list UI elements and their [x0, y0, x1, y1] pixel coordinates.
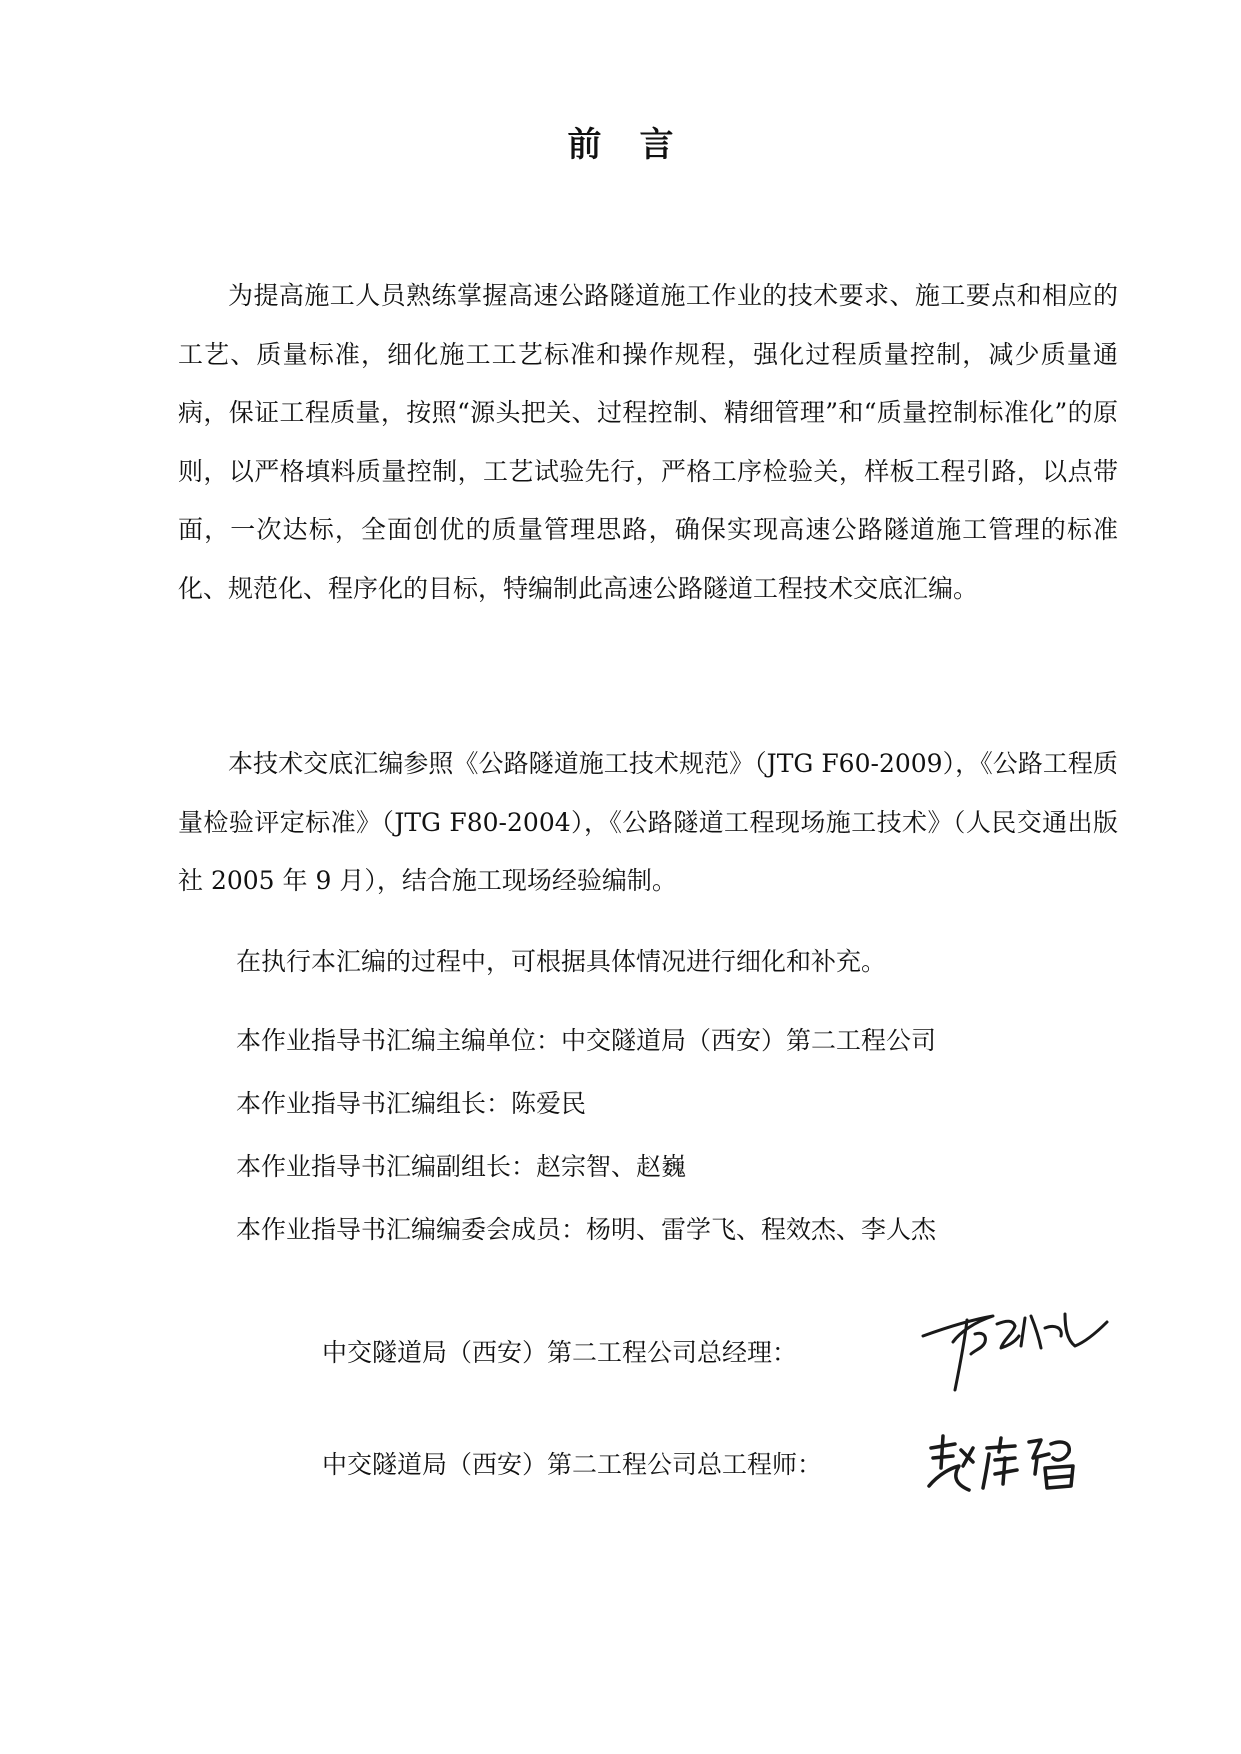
chief-unit-line: 本作业指导书汇编主编单位：中交隧道局（西安）第二工程公司: [236, 1026, 937, 1055]
leader-line: 本作业指导书汇编组长：陈爱民: [236, 1089, 587, 1118]
preface-paragraph-2: 本技术交底汇编参照《公路隧道施工技术规范》（JTG F60-2009），《公路工程质量检验评定标准》（JTG F80-2004），《公路隧道工程现场施工技术》（人民交通出版社 2005 年 9 月），结合施工现场经验编制。: [178, 749, 1118, 895]
note-line: 在执行本汇编的过程中，可根据具体情况进行细化和补充。: [236, 947, 887, 976]
page-title: 前言: [567, 125, 712, 165]
chief-engineer-signature: [925, 1428, 1085, 1498]
committee-line: 本作业指导书汇编编委会成员：杨明、雷学飞、程效杰、李人杰: [236, 1215, 937, 1244]
general-manager-label: 中交隧道局（西安）第二工程公司总经理：: [322, 1338, 798, 1367]
general-manager-signature: [915, 1298, 1115, 1398]
chief-engineer-label: 中交隧道局（西安）第二工程公司总工程师：: [322, 1450, 823, 1479]
preface-paragraph-1: 为提高施工人员熟练掌握高速公路隧道施工作业的技术要求、施工要点和相应的工艺、质量标准，细化施工工艺标准和操作规程，强化过程质量控制，减少质量通病，保证工程质量，按照“源头把关、过程控制、精细管理”和“质量控制标准化”的原则，以严格填料质量控制，工艺试验先行，严格工序检验关，样板工程引路，以点带面，一次达标，全面创优的质量管理思路，确保实现高速公路隧道施工管理的标准化、规范化、程序化的目标，特编制此高速公路隧道工程技术交底汇编。: [178, 281, 1118, 603]
deputy-leaders-line: 本作业指导书汇编副组长：赵宗智、赵巍: [236, 1152, 687, 1181]
